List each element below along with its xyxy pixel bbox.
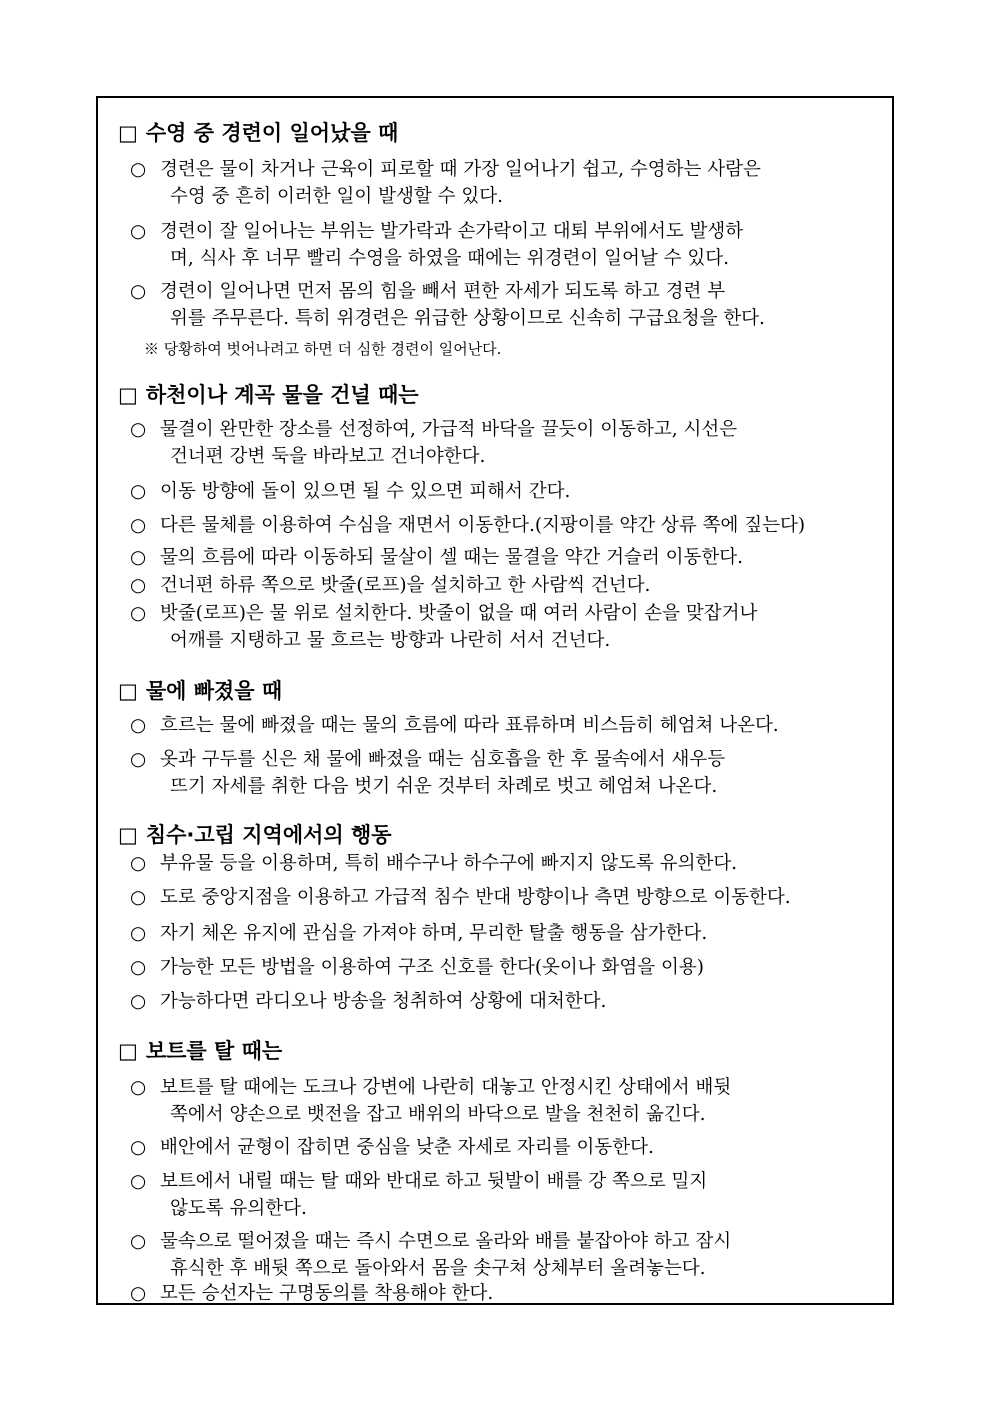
list-item: ○ 밧줄(로프)은 물 위로 설치한다. 밧줄이 없을 때 여러 사람이 손을 맞잡거나 어깨를 지탱하고 물 흐르는 방향과 나란히 서서 건넌다. [130,600,888,654]
circle-bullet-icon: ○ [130,575,147,596]
section-heading: □ 하천이나 계곡 물을 건널 때는 [118,383,419,407]
list-item: ○ 가능하다면 라디오나 방송을 청취하여 상황에 대처한다. [130,988,888,1015]
list-item: ○ 흐르는 물에 빠졌을 때는 물의 흐름에 따라 표류하며 비스듬히 헤엄쳐 나온다. [130,712,888,739]
circle-bullet-icon: ○ [130,603,147,624]
circle-bullet-icon: ○ [130,1171,147,1192]
list-item: ○ 보트를 탈 때에는 도크나 강변에 나란히 대놓고 안정시킨 상태에서 배뒷 쪽에서 양손으로 뱃전을 잡고 배위의 바닥으로 발을 천천히 옮긴다. [130,1074,888,1128]
list-item: ○ 도로 중앙지점을 이용하고 가급적 침수 반대 방향이나 측면 방향으로 이동한다. [130,884,888,911]
list-item: ○ 자기 체온 유지에 관심을 가져야 하며, 무리한 탈출 행동을 삼가한다. [130,920,888,947]
list-item: ○ 경련은 물이 차거나 근육이 피로할 때 가장 일어나기 쉽고, 수영하는 사람은 수영 중 흔히 이러한 일이 발생할 수 있다. [130,156,888,210]
list-item: ○ 가능한 모든 방법을 이용하여 구조 신호를 한다(옷이나 화염을 이용) [130,954,888,981]
list-item: ○ 물결이 완만한 장소를 선정하여, 가급적 바닥을 끌듯이 이동하고, 시선은 건너편 강변 둑을 바라보고 건너야한다. [130,416,888,470]
circle-bullet-icon: ○ [130,991,147,1012]
circle-bullet-icon: ○ [130,419,147,440]
note-text: ※ 당황하여 벗어나려고 하면 더 심한 경련이 일어난다. [144,340,502,358]
list-item: ○ 배안에서 균형이 잡히면 중심을 낮춘 자세로 자리를 이동한다. [130,1134,888,1161]
list-item: ○ 건너편 하류 쪽으로 밧줄(로프)을 설치하고 한 사람씩 건넌다. [130,572,888,599]
circle-bullet-icon: ○ [130,887,147,908]
list-item: ○ 다른 물체를 이용하여 수심을 재면서 이동한다.(지팡이를 약간 상류 쪽에 짚는다) [130,512,888,539]
circle-bullet-icon: ○ [130,281,147,302]
circle-bullet-icon: ○ [130,159,147,180]
circle-bullet-icon: ○ [130,853,147,874]
list-item: ○ 물의 흐름에 따라 이동하되 물살이 셀 때는 물결을 약간 거슬러 이동한다. [130,544,888,571]
checkbox-square-icon: □ [118,679,138,703]
circle-bullet-icon: ○ [130,1077,147,1098]
checkbox-square-icon: □ [118,383,138,407]
circle-bullet-icon: ○ [130,481,147,502]
section-heading: □ 물에 빠졌을 때 [118,679,283,703]
circle-bullet-icon: ○ [130,749,147,770]
list-item: ○ 경련이 일어나면 먼저 몸의 힘을 빼서 편한 자세가 되도록 하고 경련 부 위를 주무른다. 특히 위경련은 위급한 상황이므로 신속히 구급요청을 한다. [130,278,888,332]
content-frame [96,96,894,1305]
checkbox-square-icon: □ [118,1039,138,1063]
circle-bullet-icon: ○ [130,1283,147,1304]
circle-bullet-icon: ○ [130,221,147,242]
section-heading: □ 보트를 탈 때는 [118,1039,283,1063]
checkbox-square-icon: □ [118,121,138,145]
circle-bullet-icon: ○ [130,1231,147,1252]
checkbox-square-icon: □ [118,823,138,847]
section-heading: □ 수영 중 경련이 일어났을 때 [118,121,399,145]
list-item: ○ 보트에서 내릴 때는 탈 때와 반대로 하고 뒷발이 배를 강 쪽으로 밀지 않도록 유의한다. [130,1168,888,1222]
list-item: ○ 부유물 등을 이용하며, 특히 배수구나 하수구에 빠지지 않도록 유의한다. [130,850,888,877]
list-item: ○ 경련이 잘 일어나는 부위는 발가락과 손가락이고 대퇴 부위에서도 발생하 며, 식사 후 너무 빨리 수영을 하였을 때에는 위경련이 일어날 수 있다. [130,218,888,272]
list-item: ○ 물속으로 떨어졌을 때는 즉시 수면으로 올라와 배를 붙잡아야 하고 잠시 휴식한 후 배뒷 쪽으로 돌아와서 몸을 솟구쳐 상체부터 올려놓는다. [130,1228,888,1282]
circle-bullet-icon: ○ [130,547,147,568]
list-item: ○ 모든 승선자는 구명동의를 착용해야 한다. [130,1280,888,1307]
circle-bullet-icon: ○ [130,923,147,944]
circle-bullet-icon: ○ [130,1137,147,1158]
circle-bullet-icon: ○ [130,515,147,536]
circle-bullet-icon: ○ [130,957,147,978]
list-item: ○ 옷과 구두를 신은 채 물에 빠졌을 때는 심호흡을 한 후 물속에서 새우등 뜨기 자세를 취한 다음 벗기 쉬운 것부터 차례로 벗고 헤엄쳐 나온다. [130,746,888,800]
circle-bullet-icon: ○ [130,715,147,736]
list-item: ○ 이동 방향에 돌이 있으면 될 수 있으면 피해서 간다. [130,478,888,505]
section-heading: □ 침수·고립 지역에서의 행동 [118,823,392,847]
